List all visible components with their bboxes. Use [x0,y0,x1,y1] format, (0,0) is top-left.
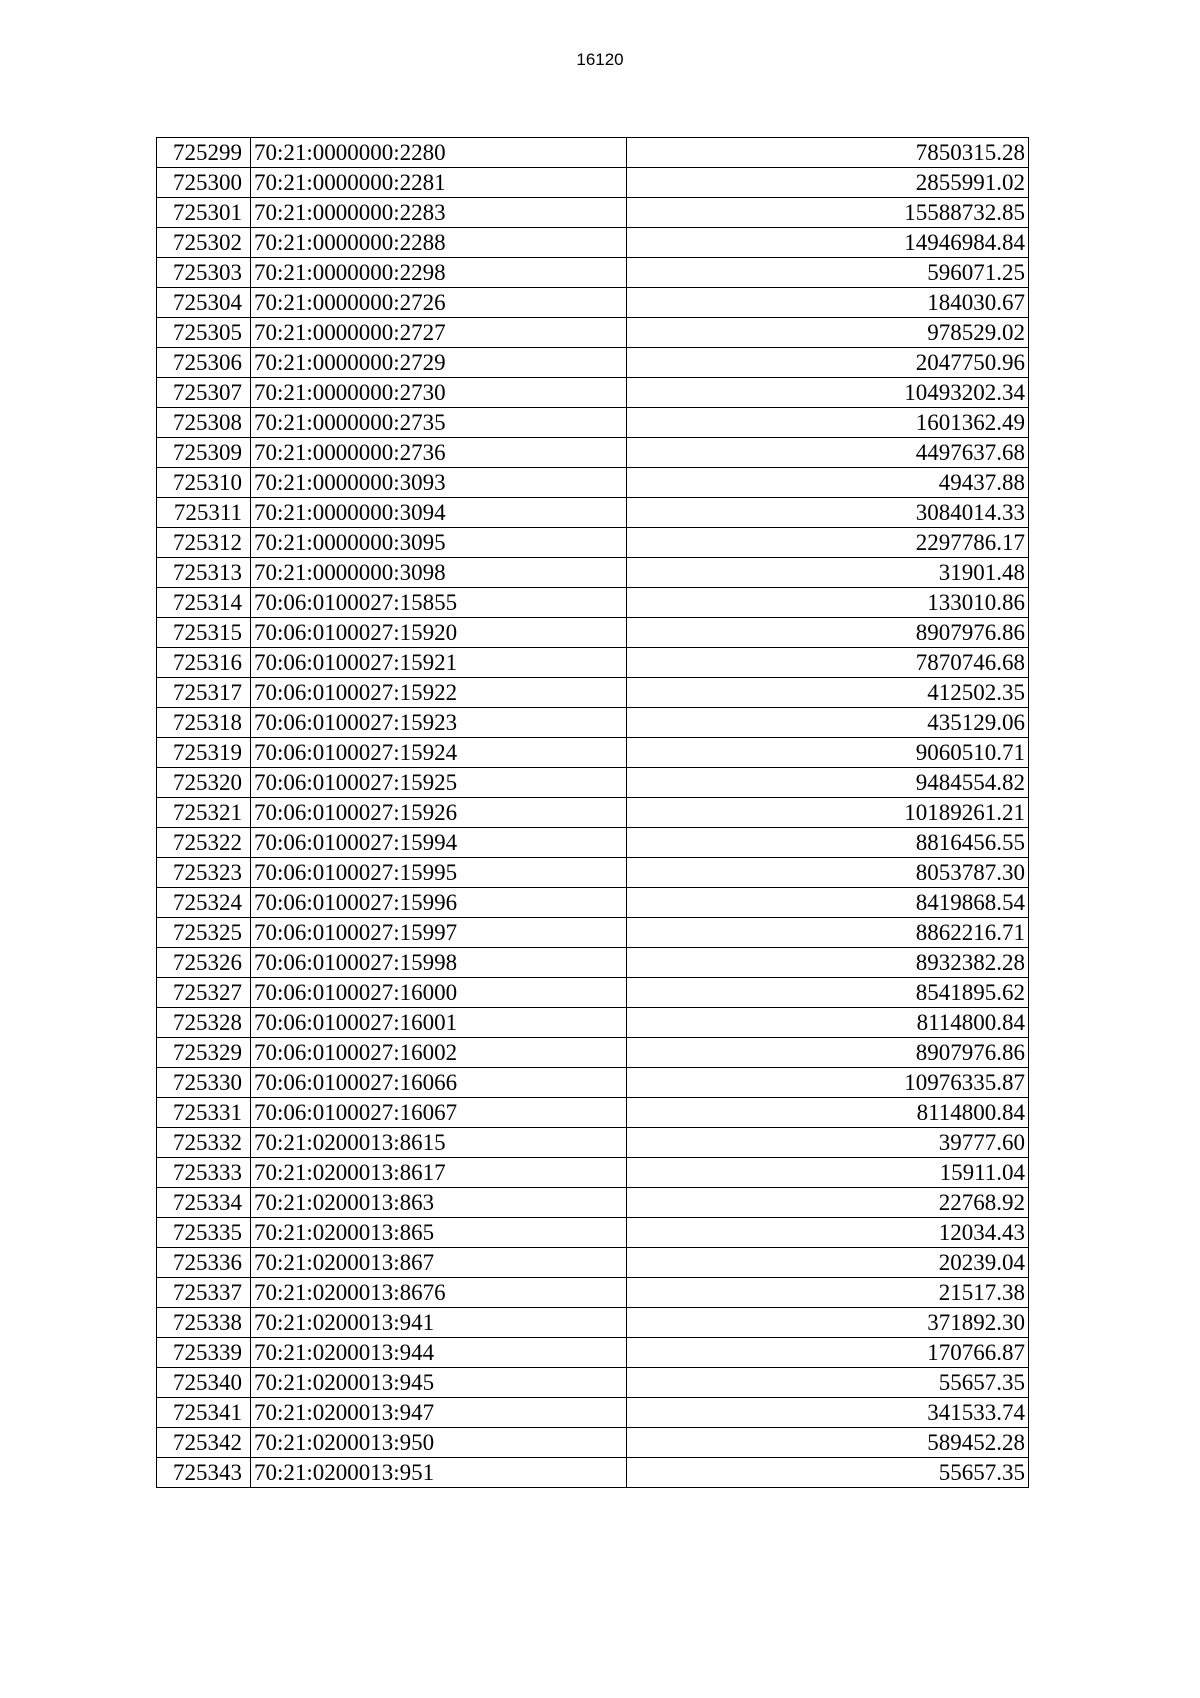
table-row [157,648,1029,678]
value-cell: 8419868.54 [627,888,1029,918]
value-cell: 589452.28 [627,1428,1029,1458]
row-number-cell: 725314 [157,588,251,618]
value-cell: 8907976.86 [627,618,1029,648]
value-cell: 8862216.71 [627,918,1029,948]
cadastral-number-cell: 70:06:0100027:15923 [251,708,627,738]
value-cell: 371892.30 [627,1308,1029,1338]
row-number-cell: 725312 [157,528,251,558]
row-number-cell: 725317 [157,678,251,708]
table-row [157,1098,1029,1128]
table-row [157,978,1029,1008]
table-row [157,1428,1029,1458]
value-cell: 8816456.55 [627,828,1029,858]
cadastral-number-cell: 70:06:0100027:15994 [251,828,627,858]
table-row [157,288,1029,318]
row-number-cell: 725334 [157,1188,251,1218]
cadastral-number-cell: 70:21:0200013:8617 [251,1158,627,1188]
table-row [157,1038,1029,1068]
row-number-cell: 725337 [157,1278,251,1308]
row-number-cell: 725318 [157,708,251,738]
table-row [157,1308,1029,1338]
cadastral-number-cell: 70:21:0000000:2280 [251,138,627,168]
table-row [157,918,1029,948]
row-number-cell: 725313 [157,558,251,588]
value-cell: 15588732.85 [627,198,1029,228]
row-number-cell: 725339 [157,1338,251,1368]
cadastral-number-cell: 70:21:0200013:947 [251,1398,627,1428]
table-row [157,1338,1029,1368]
cadastral-number-cell: 70:21:0000000:2288 [251,228,627,258]
cadastral-number-cell: 70:21:0000000:3093 [251,468,627,498]
cadastral-number-cell: 70:06:0100027:16067 [251,1098,627,1128]
table-row [157,798,1029,828]
table-row [157,498,1029,528]
cadastral-number-cell: 70:06:0100027:15921 [251,648,627,678]
value-cell: 8114800.84 [627,1098,1029,1128]
value-cell: 184030.67 [627,288,1029,318]
table-row [157,1068,1029,1098]
value-cell: 55657.35 [627,1458,1029,1488]
row-number-cell: 725342 [157,1428,251,1458]
value-cell: 3084014.33 [627,498,1029,528]
table-row [157,528,1029,558]
cadastral-number-cell: 70:06:0100027:15855 [251,588,627,618]
row-number-cell: 725325 [157,918,251,948]
cadastral-number-cell: 70:21:0000000:2735 [251,408,627,438]
table-row [157,588,1029,618]
table-row [157,318,1029,348]
cadastral-number-cell: 70:21:0000000:3095 [251,528,627,558]
value-cell: 8114800.84 [627,1008,1029,1038]
row-number-cell: 725326 [157,948,251,978]
row-number-cell: 725336 [157,1248,251,1278]
row-number-cell: 725306 [157,348,251,378]
value-cell: 1601362.49 [627,408,1029,438]
cadastral-number-cell: 70:21:0200013:951 [251,1458,627,1488]
table-row [157,1458,1029,1488]
table-row [157,1368,1029,1398]
cadastral-number-cell: 70:21:0200013:950 [251,1428,627,1458]
row-number-cell: 725333 [157,1158,251,1188]
cadastral-number-cell: 70:21:0000000:2283 [251,198,627,228]
row-number-cell: 725310 [157,468,251,498]
row-number-cell: 725303 [157,258,251,288]
table-row [157,738,1029,768]
row-number-cell: 725300 [157,168,251,198]
value-cell: 978529.02 [627,318,1029,348]
row-number-cell: 725343 [157,1458,251,1488]
cadastral-number-cell: 70:21:0200013:945 [251,1368,627,1398]
cadastral-number-cell: 70:06:0100027:15925 [251,768,627,798]
row-number-cell: 725301 [157,198,251,228]
table-row [157,1218,1029,1248]
value-cell: 7850315.28 [627,138,1029,168]
table-row [157,138,1029,168]
value-cell: 435129.06 [627,708,1029,738]
table-row [157,888,1029,918]
cadastral-number-cell: 70:21:0000000:2298 [251,258,627,288]
cadastral-number-cell: 70:21:0000000:3094 [251,498,627,528]
registry-table [156,137,1029,1488]
cadastral-number-cell: 70:21:0200013:8676 [251,1278,627,1308]
table-row [157,828,1029,858]
value-cell: 49437.88 [627,468,1029,498]
value-cell: 12034.43 [627,1218,1029,1248]
row-number-cell: 725307 [157,378,251,408]
table-row [157,1158,1029,1188]
cadastral-number-cell: 70:21:0200013:865 [251,1218,627,1248]
value-cell: 8932382.28 [627,948,1029,978]
cadastral-number-cell: 70:21:0200013:8615 [251,1128,627,1158]
table-row [157,468,1029,498]
row-number-cell: 725311 [157,498,251,528]
row-number-cell: 725319 [157,738,251,768]
table-row [157,378,1029,408]
value-cell: 14946984.84 [627,228,1029,258]
cadastral-number-cell: 70:06:0100027:15996 [251,888,627,918]
row-number-cell: 725308 [157,408,251,438]
value-cell: 8053787.30 [627,858,1029,888]
value-cell: 15911.04 [627,1158,1029,1188]
row-number-cell: 725321 [157,798,251,828]
table-row [157,678,1029,708]
table-row [157,1278,1029,1308]
table-row [157,1248,1029,1278]
row-number-cell: 725335 [157,1218,251,1248]
cadastral-number-cell: 70:21:0000000:2727 [251,318,627,348]
value-cell: 133010.86 [627,588,1029,618]
value-cell: 55657.35 [627,1368,1029,1398]
cadastral-number-cell: 70:21:0000000:2726 [251,288,627,318]
cadastral-number-cell: 70:21:0200013:867 [251,1248,627,1278]
row-number-cell: 725309 [157,438,251,468]
row-number-cell: 725305 [157,318,251,348]
table-row [157,768,1029,798]
value-cell: 2855991.02 [627,168,1029,198]
cadastral-number-cell: 70:21:0000000:2729 [251,348,627,378]
value-cell: 596071.25 [627,258,1029,288]
table-row [157,618,1029,648]
row-number-cell: 725330 [157,1068,251,1098]
table-row [157,348,1029,378]
cadastral-number-cell: 70:06:0100027:15922 [251,678,627,708]
cadastral-number-cell: 70:06:0100027:16066 [251,1068,627,1098]
row-number-cell: 725302 [157,228,251,258]
cadastral-number-cell: 70:06:0100027:15920 [251,618,627,648]
value-cell: 170766.87 [627,1338,1029,1368]
cadastral-number-cell: 70:21:0000000:2736 [251,438,627,468]
table-body [157,138,1029,1488]
value-cell: 4497637.68 [627,438,1029,468]
value-cell: 39777.60 [627,1128,1029,1158]
value-cell: 2297786.17 [627,528,1029,558]
table-row [157,708,1029,738]
cadastral-number-cell: 70:21:0200013:941 [251,1308,627,1338]
row-number-cell: 725299 [157,138,251,168]
value-cell: 8907976.86 [627,1038,1029,1068]
cadastral-number-cell: 70:21:0000000:3098 [251,558,627,588]
cadastral-number-cell: 70:06:0100027:15924 [251,738,627,768]
row-number-cell: 725341 [157,1398,251,1428]
table-row [157,198,1029,228]
value-cell: 31901.48 [627,558,1029,588]
cadastral-number-cell: 70:06:0100027:15998 [251,948,627,978]
row-number-cell: 725340 [157,1368,251,1398]
table-row [157,1398,1029,1428]
table-row [157,408,1029,438]
cadastral-number-cell: 70:06:0100027:15997 [251,918,627,948]
row-number-cell: 725320 [157,768,251,798]
table-row [157,1008,1029,1038]
row-number-cell: 725331 [157,1098,251,1128]
table-row [157,228,1029,258]
value-cell: 9060510.71 [627,738,1029,768]
value-cell: 10493202.34 [627,378,1029,408]
value-cell: 2047750.96 [627,348,1029,378]
table-row [157,948,1029,978]
cadastral-number-cell: 70:21:0000000:2730 [251,378,627,408]
table-row [157,438,1029,468]
value-cell: 412502.35 [627,678,1029,708]
row-number-cell: 725316 [157,648,251,678]
cadastral-number-cell: 70:06:0100027:16000 [251,978,627,1008]
row-number-cell: 725338 [157,1308,251,1338]
row-number-cell: 725315 [157,618,251,648]
row-number-cell: 725329 [157,1038,251,1068]
value-cell: 22768.92 [627,1188,1029,1218]
value-cell: 8541895.62 [627,978,1029,1008]
row-number-cell: 725332 [157,1128,251,1158]
table-row [157,858,1029,888]
row-number-cell: 725324 [157,888,251,918]
row-number-cell: 725327 [157,978,251,1008]
cadastral-number-cell: 70:06:0100027:15995 [251,858,627,888]
value-cell: 7870746.68 [627,648,1029,678]
cadastral-number-cell: 70:06:0100027:15926 [251,798,627,828]
table-row [157,1188,1029,1218]
value-cell: 10189261.21 [627,798,1029,828]
table-row [157,558,1029,588]
value-cell: 341533.74 [627,1398,1029,1428]
row-number-cell: 725304 [157,288,251,318]
row-number-cell: 725322 [157,828,251,858]
cadastral-number-cell: 70:06:0100027:16001 [251,1008,627,1038]
cadastral-number-cell: 70:21:0000000:2281 [251,168,627,198]
cadastral-number-cell: 70:21:0200013:944 [251,1338,627,1368]
table-row [157,258,1029,288]
cadastral-number-cell: 70:21:0200013:863 [251,1188,627,1218]
value-cell: 10976335.87 [627,1068,1029,1098]
value-cell: 9484554.82 [627,768,1029,798]
table-row [157,1128,1029,1158]
cadastral-number-cell: 70:06:0100027:16002 [251,1038,627,1068]
value-cell: 20239.04 [627,1248,1029,1278]
value-cell: 21517.38 [627,1278,1029,1308]
row-number-cell: 725328 [157,1008,251,1038]
table-row [157,168,1029,198]
row-number-cell: 725323 [157,858,251,888]
page-number: 16120 [576,50,624,69]
